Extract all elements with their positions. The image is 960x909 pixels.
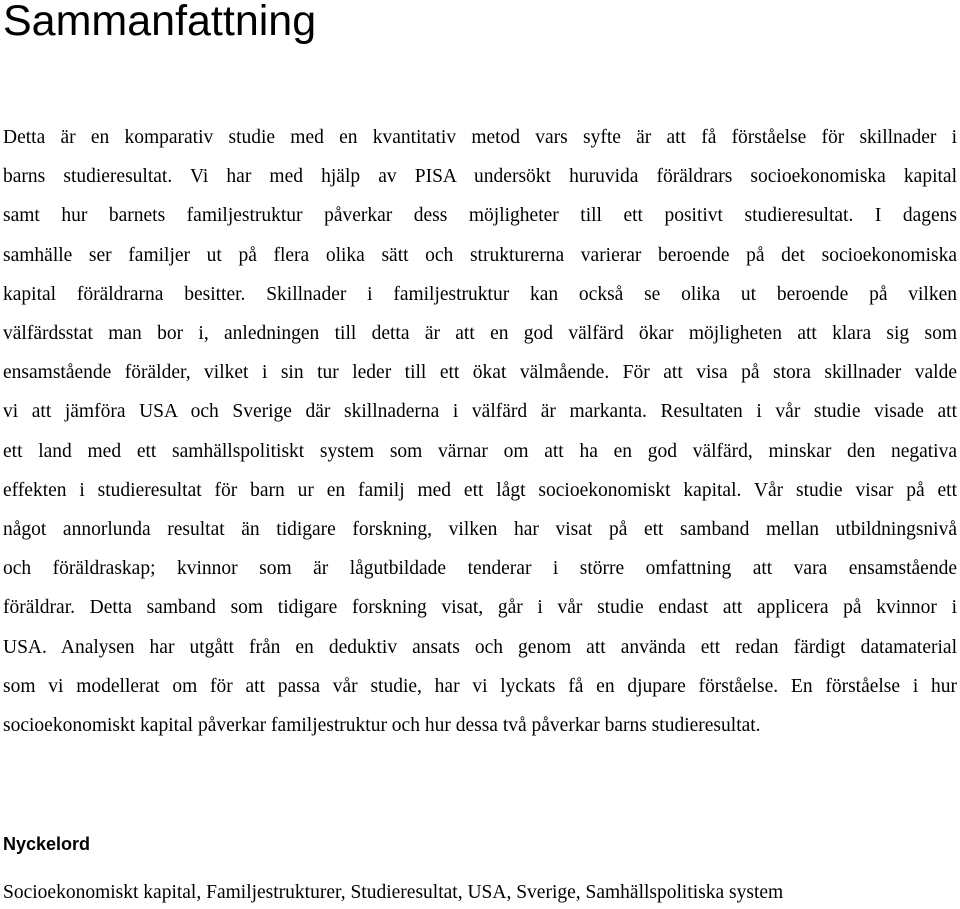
abstract-line: samt hur barnets familjestruktur påverkar dess möjligheter till ett positivt studieresultat. I dagens: [3, 205, 957, 227]
abstract-line: barns studieresultat. Vi har med hjälp av PISA undersökt huruvida föräldrars socioekonomiska kapital: [3, 166, 957, 188]
abstract-line: vi att jämföra USA och Sverige där skillnaderna i välfärd är markanta. Resultaten i vår studie visade att: [3, 401, 957, 423]
abstract-paragraph: [3, 118, 957, 745]
page-title: Sammanfattning: [3, 0, 317, 45]
abstract-line: något annorlunda resultat än tidigare forskning, vilken har visat på ett samband mellan utbildningsnivå: [3, 519, 957, 541]
abstract-line: och föräldraskap; kvinnor som är lågutbildade tenderar i större omfattning att vara ensamstående: [3, 558, 957, 580]
keywords-heading: Nyckelord: [3, 834, 91, 854]
abstract-line: ett land med ett samhällspolitiskt system som värnar om att ha en god välfärd, minskar den negativa: [3, 440, 957, 462]
abstract-line: föräldrar. Detta samband som tidigare forskning visat, går i vår studie endast att applicera på kvinnor i: [3, 597, 957, 619]
abstract-line: välfärdsstat man bor i, anledningen till detta är att en god välfärd ökar möjligheten att klara sig som: [3, 323, 957, 345]
abstract-line: samhälle ser familjer ut på flera olika sätt och strukturerna varierar beroende på det socioekonomiska: [3, 244, 957, 266]
abstract-line: USA. Analysen har utgått från en deduktiv ansats och genom att använda ett redan färdigt datamaterial: [3, 636, 957, 658]
abstract-line: Detta är en komparativ studie med en kvantitativ metod vars syfte är att få förståelse för skillnader i: [3, 127, 957, 148]
abstract-line: socioekonomiskt kapital påverkar familjestruktur och hur dessa två påverkar barns studieresultat.: [3, 715, 761, 737]
keywords-text: Socioekonomiskt kapital, Familjestrukturer, Studieresultat, USA, Sverige, Samhällspolitiska system: [3, 882, 784, 903]
abstract-line: som vi modellerat om för att passa vår studie, har vi lyckats få en djupare förståelse. En förståelse i hur: [3, 675, 957, 697]
abstract-line: effekten i studieresultat för barn ur en familj med ett lågt socioekonomiskt kapital. Vår studie visar på ett: [3, 479, 957, 501]
abstract-line: ensamstående förälder, vilket i sin tur leder till ett ökat välmående. För att visa på stora skillnader valde: [3, 362, 957, 384]
abstract-line: kapital föräldrarna besitter. Skillnader i familjestruktur kan också se olika ut beroende på vilken: [3, 283, 957, 305]
